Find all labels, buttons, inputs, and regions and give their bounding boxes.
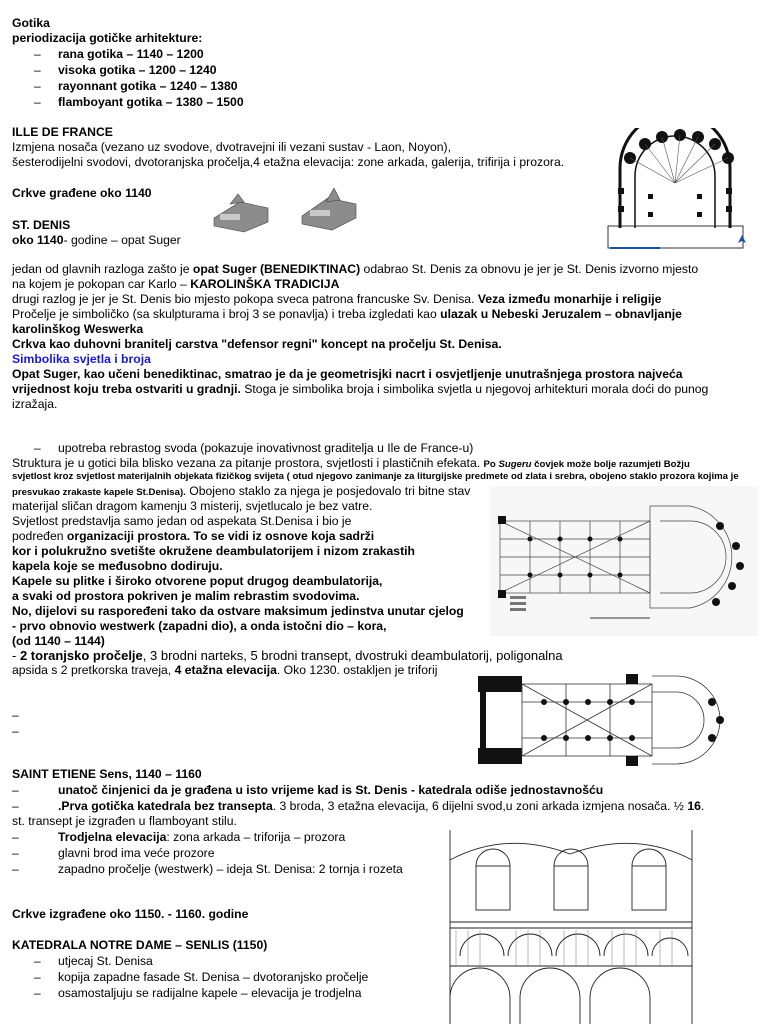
list-bullet: – bbox=[12, 708, 19, 722]
text-run: vrijednost koju treba ostvariti u gradnji. bbox=[12, 382, 241, 396]
list-item: upotreba rebrastog svoda (pokazuje inovativnost graditelja u Ile de France-u) bbox=[58, 441, 474, 455]
paragraph-line: svjetlost kroz svjetlost materijalnih objekata fizičkog svijeta ( otud njegovo zanimanje za liturgijske predmete od zlata i srebra, obojeno staklo prozora kojima je bbox=[12, 471, 739, 482]
list-bullet: – bbox=[12, 724, 19, 738]
text-run: Sugeru bbox=[498, 459, 532, 470]
paragraph-line bbox=[12, 456, 690, 471]
text-run: Po bbox=[483, 459, 499, 470]
text-run: .Prva gotička katedrala bez transepta bbox=[58, 799, 273, 813]
section-heading-ille: ILLE DE FRANCE bbox=[12, 125, 113, 139]
list-item: rayonnant gotika – 1240 – 1380 bbox=[58, 79, 238, 93]
paragraph-line: (od 1140 – 1144) bbox=[12, 634, 105, 648]
subheading-simbolika: Simbolika svjetla i broja bbox=[12, 352, 151, 366]
text-run: : zona arkada – triforija – prozora bbox=[166, 830, 346, 844]
text-run: 16 bbox=[687, 799, 701, 813]
paragraph-line: Crkva kao duhovni branitelj carstva "defensor regni" koncept na pročelju St. Denisa. bbox=[12, 337, 502, 351]
text-run: . Oko 1230. ostakljen je triforij bbox=[276, 663, 438, 677]
text-run: ulazak u Nebeski Jeruzalem – obnavljanje bbox=[440, 307, 682, 321]
list-bullet: – bbox=[34, 986, 41, 1000]
list-bullet: – bbox=[34, 79, 41, 93]
paragraph-line: No, dijelovi su raspoređeni tako da ostvare maksimum jedinstva unutar cjelog bbox=[12, 604, 464, 618]
list-bullet: – bbox=[12, 830, 19, 844]
paragraph-line bbox=[12, 648, 563, 663]
paragraph-line: Izmjena nosača (vezano uz svodove, dvotravejni ili vezani sustav - Laon, Noyon), bbox=[12, 140, 451, 154]
floor-plan-icon bbox=[600, 128, 758, 258]
section-heading: Crkve građene oko 1140 bbox=[12, 186, 152, 200]
list-bullet: – bbox=[12, 846, 19, 860]
text-run: KAROLINŠKA TRADICIJA bbox=[190, 277, 340, 291]
text-run: 4 etažna elevacija bbox=[174, 663, 277, 677]
list-bullet: – bbox=[34, 95, 41, 109]
text-run: Trodjelna elevacija bbox=[58, 830, 167, 844]
text-run: 2 toranjsko pročelje bbox=[19, 648, 143, 663]
text-run: Pročelje je simboličko (sa skulpturama i broj 3 se ponavlja) i treba izgledati kao bbox=[12, 307, 441, 321]
list-item: kopija zapadne fasade St. Denisa – dvotoranjsko pročelje bbox=[58, 970, 369, 984]
paragraph-line bbox=[12, 233, 181, 248]
paragraph-line: karolinškog Weswerka bbox=[12, 322, 144, 336]
paragraph-line: izražaja. bbox=[12, 397, 58, 411]
year-rest: - godine – opat Suger bbox=[63, 233, 181, 247]
paragraph-line: st. transept je izgrađen u flamboyant stilu. bbox=[12, 814, 237, 828]
text-run: organizaciji prostora bbox=[66, 529, 187, 543]
church-model-icon bbox=[210, 188, 360, 234]
list-bullet: – bbox=[34, 954, 41, 968]
list-bullet: – bbox=[34, 970, 41, 984]
list-item bbox=[58, 830, 345, 845]
list-item: visoka gotika – 1200 – 1240 bbox=[58, 63, 217, 77]
list-item: utjecaj St. Denisa bbox=[58, 954, 153, 968]
paragraph-line bbox=[12, 292, 661, 307]
text-run: Struktura je u gotici bila blisko vezana za pitanje prostora, svjetlosti i plastičnih efekata. bbox=[12, 456, 484, 470]
paragraph-line bbox=[12, 277, 339, 292]
paragraph-line: Kapele su plitke i široko otvorene poput drugog deambulatorija, bbox=[12, 574, 383, 588]
list-bullet: – bbox=[12, 783, 19, 797]
text-run: jedan od glavnih razloga zašto je bbox=[12, 262, 193, 276]
paragraph-line bbox=[12, 262, 698, 277]
paragraph-line: a svaki od prostora pokriven je malim rebrastim svodovima. bbox=[12, 589, 360, 603]
text-run: - bbox=[12, 648, 20, 663]
year-label: oko 1140 bbox=[12, 233, 64, 247]
text-run: odabrao St. Denis za obnovu je jer je St. Denis izvorno mjesto bbox=[360, 262, 699, 276]
list-bullet: – bbox=[12, 862, 19, 876]
elevation-drawing-icon bbox=[446, 830, 696, 1024]
text-run: . 3 broda, 3 etažna elevacija, 6 dijelni svod,u zoni arkada izmjena nosača. ½ bbox=[272, 799, 688, 813]
text-run: presvukao zrakaste kapele St.Denisa). bbox=[12, 487, 186, 498]
text-run: drugi razlog je jer je St. Denis bio mjesto pokopa sveca patrona francuske Sv. Denisa. bbox=[12, 292, 478, 306]
paragraph-line bbox=[12, 307, 682, 322]
section-heading-sens: SAINT ETIENE Sens, 1140 – 1160 bbox=[12, 767, 202, 781]
list-item: unatoč činjenici da je građena u isto vrijeme kad is St. Denis - katedrala odiše jednostavnošću bbox=[58, 783, 604, 797]
text-run: . To se vidi iz osnove koja sadrži bbox=[186, 529, 375, 543]
paragraph-line bbox=[12, 529, 374, 544]
section-heading-senlis: KATEDRALA NOTRE DAME – SENLIS (1150) bbox=[12, 938, 268, 952]
text-run: Obojeno staklo za njega je posjedovalo tri bitne stav bbox=[185, 484, 471, 498]
page-subtitle: periodizacija gotičke arhitekture: bbox=[12, 31, 203, 45]
section-heading: Crkve izgrađene oko 1150. - 1160. godine bbox=[12, 907, 249, 921]
text-run: . bbox=[700, 799, 705, 813]
list-bullet: – bbox=[34, 63, 41, 77]
list-bullet: – bbox=[12, 799, 19, 813]
paragraph-line: Svjetlost predstavlja samo jedan od aspekata St.Denisa i bio je bbox=[12, 514, 352, 528]
page-title: Gotika bbox=[12, 16, 50, 30]
list-item: flamboyant gotika – 1380 – 1500 bbox=[58, 95, 244, 109]
floor-plan-icon bbox=[476, 672, 730, 768]
text-run: opat Suger (BENEDIKTINAC) bbox=[192, 262, 361, 276]
paragraph-line: kapela koje se međusobno dodiruju. bbox=[12, 559, 223, 573]
list-bullet: – bbox=[34, 441, 41, 455]
paragraph-line: šesterodijelni svodovi, dvotoranjska pročelja,4 etažna elevacija: zone arkada, galerija, trifirija i prozora. bbox=[12, 155, 565, 169]
list-item: glavni brod ima veće prozore bbox=[58, 846, 215, 860]
text-run: Stoga je simbolika broja i simbolika svjetla u njegovoj arhitekturi morala doći do punog bbox=[240, 382, 709, 396]
section-heading-st-denis: ST. DENIS bbox=[12, 218, 71, 232]
paragraph-line: materijal sličan dragom kamenju 3 misterij, svjetlucalo je bez vatre. bbox=[12, 499, 373, 513]
paragraph-line: - prvo obnovio westwerk (zapadni dio), a onda istočni dio – kora, bbox=[12, 619, 387, 633]
text-run: , 3 brodni narteks, 5 brodni transept, dvostruki deambulatorij, poligonalna bbox=[142, 648, 563, 663]
list-bullet: – bbox=[34, 47, 41, 61]
list-item bbox=[58, 799, 704, 814]
paragraph-line bbox=[12, 484, 470, 499]
text-run: na kojem je pokopan car Karlo – bbox=[12, 277, 191, 291]
text-run: podređen bbox=[12, 529, 67, 543]
list-item: zapadno pročelje (westwerk) – ideja St. Denisa: 2 tornja i rozeta bbox=[58, 862, 403, 876]
paragraph-line: kor i polukružno svetište okružene deambulatorijem i nizom zrakastih bbox=[12, 544, 415, 558]
text-run: Veza između monarhije i religije bbox=[477, 292, 662, 306]
text-run: apsida s 2 pretkorska traveja, bbox=[12, 663, 175, 677]
list-item: osamostaljuju se radijalne kapele – elevacija je trodjelna bbox=[58, 986, 362, 1000]
paragraph-line: Opat Suger, kao učeni benediktinac, smatrao je da je geometrisjki nacrt i osvjetljenje unutrašnjega prostora najveća bbox=[12, 367, 683, 381]
paragraph-line bbox=[12, 663, 437, 678]
list-item: rana gotika – 1140 – 1200 bbox=[58, 47, 204, 61]
floor-plan-icon bbox=[490, 486, 758, 636]
text-run: čovjek može bolje razumjeti Božju bbox=[531, 459, 690, 470]
paragraph-line bbox=[12, 382, 708, 397]
